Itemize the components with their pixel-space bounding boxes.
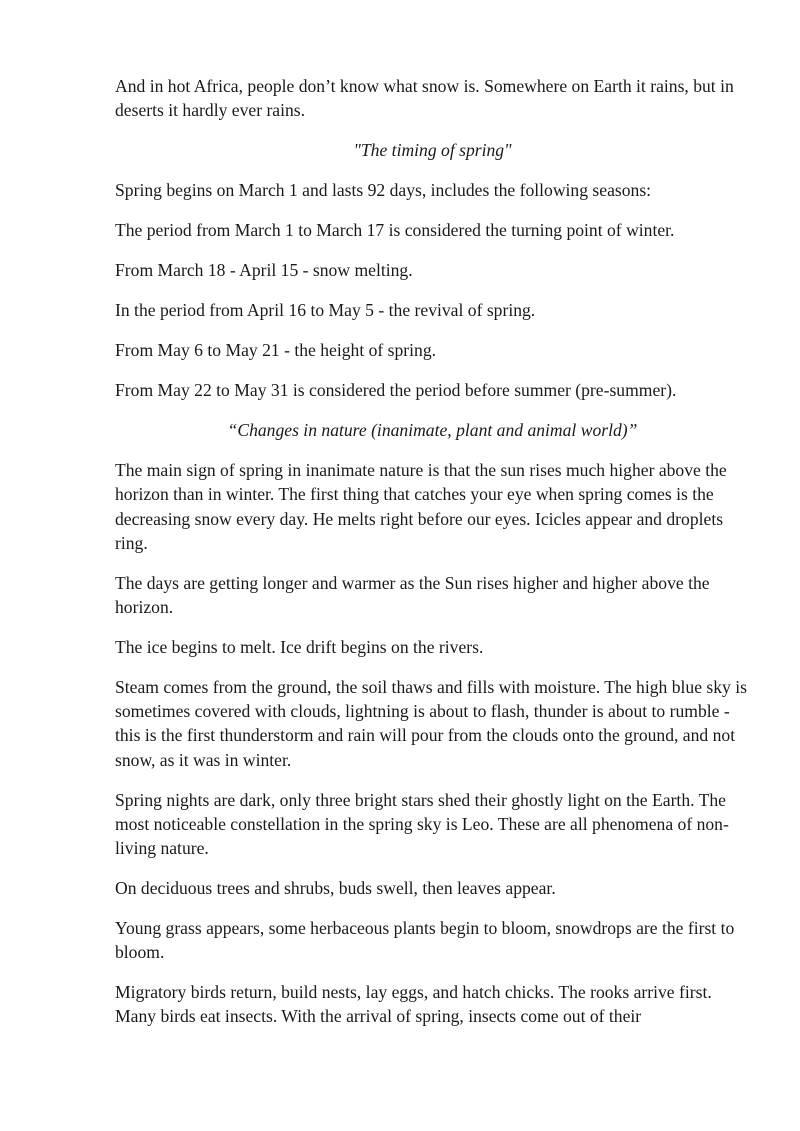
paragraph: On deciduous trees and shrubs, buds swell, then leaves appear. (115, 878, 556, 899)
paragraph: From May 22 to May 31 is considered the period before summer (pre-summer). (115, 380, 677, 401)
paragraph: And in hot Africa, people don’t know what snow is. Somewhere on Earth it rains, but in deserts it hardly ever rains. (115, 76, 734, 121)
paragraph: The main sign of spring in inanimate nature is that the sun rises much higher above the horizon than in winter. The first thing that catches your eye when spring comes is the decreasing snow every day. He melts right before our eyes. Icicles appear and droplets ring. (115, 460, 727, 553)
paragraph: The ice begins to melt. Ice drift begins on the rivers. (115, 637, 484, 658)
section-heading-changes-in-nature: “Changes in nature (inanimate, plant and animal world)” (227, 420, 638, 441)
paragraph: In the period from April 16 to May 5 - the revival of spring. (115, 300, 536, 321)
paragraph: Spring nights are dark, only three bright stars shed their ghostly light on the Earth. The most noticeable constellation in the spring sky is Leo. These are all phenomena of non-living nature. (115, 789, 729, 859)
paragraph: Steam comes from the ground, the soil thaws and fills with moisture. The high blue sky is sometimes covered with clouds, lightning is about to flash, thunder is about to rumble - this is the first thunderstorm and rain will pour from the clouds onto the ground, and not snow, as it was in winter. (115, 677, 747, 770)
paragraph: The period from March 1 to March 17 is considered the turning point of winter. (115, 220, 675, 241)
paragraph: Migratory birds return, build nests, lay eggs, and hatch chicks. The rooks arrive first. Many birds eat insects. With the arrival of spring, insects come out of their (115, 982, 712, 1027)
section-heading-timing-of-spring: "The timing of spring" (353, 140, 512, 161)
paragraph: From May 6 to May 21 - the height of spring. (115, 340, 437, 361)
paragraph: The days are getting longer and warmer as the Sun rises higher and higher above the horizon. (115, 572, 710, 618)
paragraph: Young grass appears, some herbaceous plants begin to bloom, snowdrops are the first to bloom. (115, 918, 735, 963)
paragraph: Spring begins on March 1 and lasts 92 days, includes the following seasons: (115, 180, 652, 201)
paragraph: From March 18 - April 15 - snow melting. (115, 260, 413, 281)
document-page (115, 74, 750, 1044)
